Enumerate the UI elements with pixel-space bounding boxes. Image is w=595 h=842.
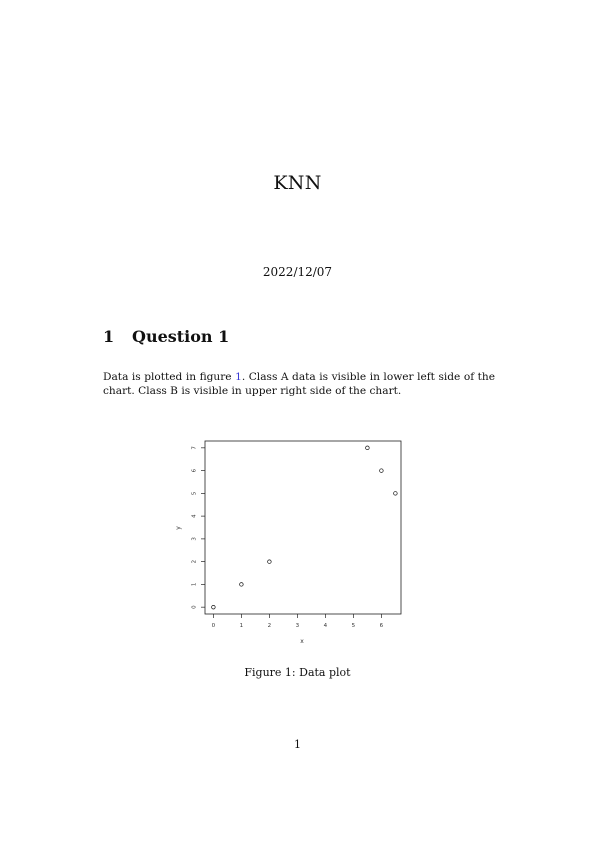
x-tick-label: 2 bbox=[267, 623, 272, 629]
y-axis-label: y bbox=[175, 526, 182, 530]
data-point bbox=[366, 446, 370, 450]
section-title: Question 1 bbox=[132, 327, 230, 346]
scatter-plot-svg bbox=[170, 432, 410, 652]
x-tick-label: 6 bbox=[379, 623, 384, 629]
figure-caption: Figure 1: Data plot bbox=[244, 666, 351, 679]
data-point bbox=[240, 583, 244, 587]
data-point bbox=[268, 560, 272, 564]
y-axis-ticks bbox=[192, 446, 206, 609]
data-point bbox=[380, 469, 384, 473]
data-point bbox=[212, 605, 216, 609]
x-tick-label: 4 bbox=[323, 623, 328, 629]
document-date: 2022/12/07 bbox=[262, 265, 333, 279]
section-number: 1 bbox=[103, 327, 115, 346]
page-number: 1 bbox=[294, 738, 301, 751]
y-tick-label: 1 bbox=[191, 582, 198, 587]
x-tick-label: 0 bbox=[211, 623, 216, 629]
section-heading bbox=[103, 327, 229, 346]
plot-frame bbox=[205, 441, 401, 614]
x-tick-label: 3 bbox=[295, 623, 300, 629]
figure-reference-link[interactable]: 1 bbox=[235, 371, 242, 383]
y-tick-label: 2 bbox=[191, 559, 198, 564]
y-tick-label: 4 bbox=[191, 514, 198, 518]
y-tick-label: 5 bbox=[191, 491, 198, 496]
paragraph-text-2: . Class A data is visible in lower left side of the chart. Class B is visible in upper right side of the chart. bbox=[103, 371, 495, 397]
document-title: KNN bbox=[273, 172, 322, 194]
scatter-chart bbox=[170, 432, 410, 652]
y-tick-label: 3 bbox=[191, 537, 198, 541]
y-tick-label: 0 bbox=[191, 605, 198, 609]
y-tick-label: 6 bbox=[191, 468, 198, 473]
data-point bbox=[394, 492, 398, 496]
x-tick-label: 1 bbox=[239, 623, 244, 629]
body-paragraph bbox=[103, 370, 495, 398]
x-axis-label: x bbox=[300, 638, 304, 645]
y-tick-label: 7 bbox=[191, 446, 198, 450]
paragraph-text-1: Data is plotted in figure bbox=[103, 371, 236, 383]
x-tick-label: 5 bbox=[351, 623, 356, 629]
data-points bbox=[212, 446, 398, 609]
x-axis-ticks bbox=[212, 614, 384, 629]
